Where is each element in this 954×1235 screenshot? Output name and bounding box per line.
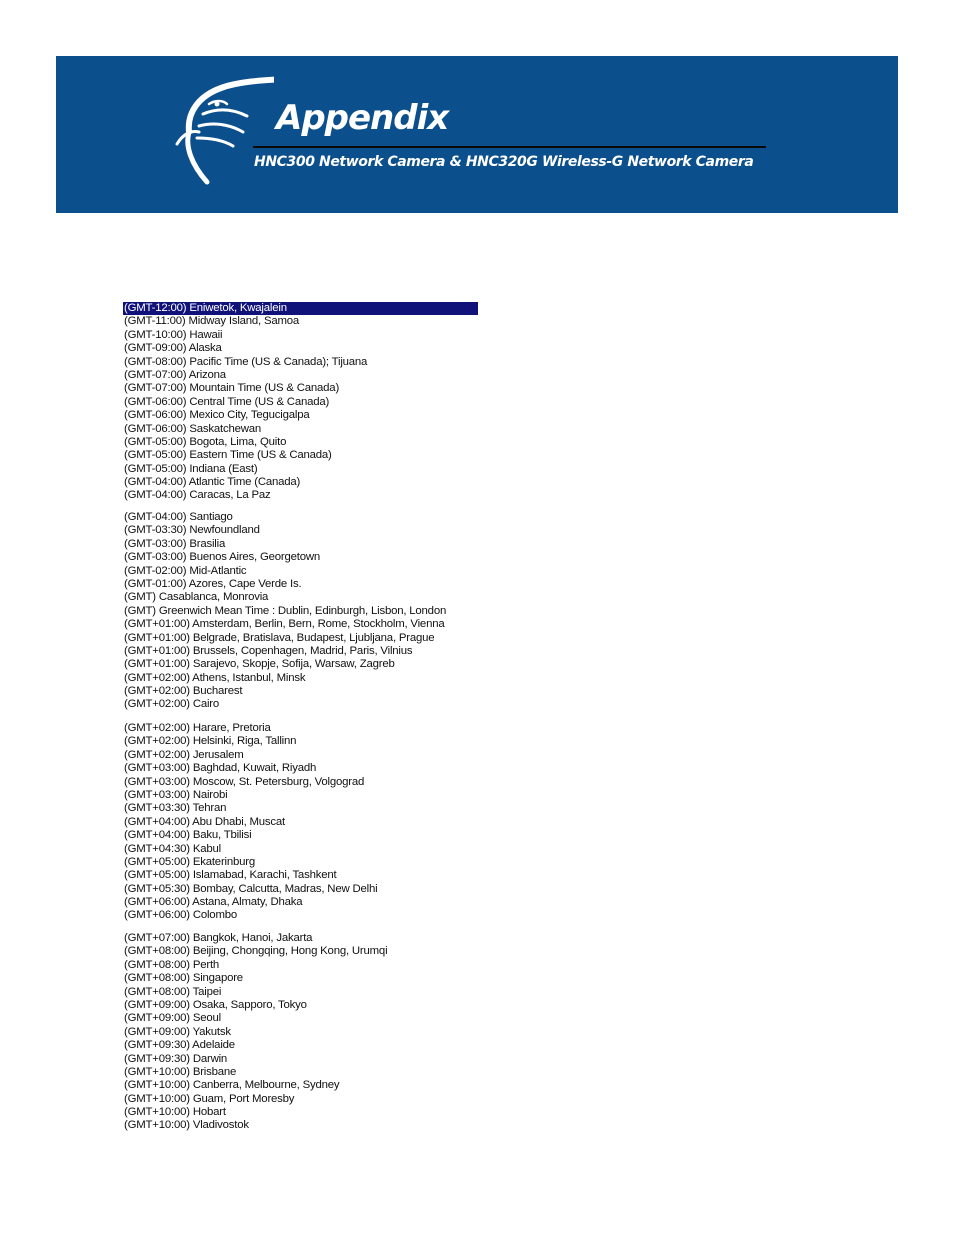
timezone-option[interactable]: (GMT+09:30) Adelaide: [124, 1039, 235, 1052]
timezone-option[interactable]: (GMT-03:30) Newfoundland: [124, 524, 260, 537]
timezone-option[interactable]: (GMT+08:00) Perth: [124, 958, 220, 971]
timezone-option[interactable]: (GMT-04:00) Santiago: [124, 511, 233, 523]
timezone-option[interactable]: (GMT) Casablanca, Monrovia: [124, 591, 269, 604]
timezone-group: [123, 511, 483, 712]
timezone-option[interactable]: (GMT-04:00) Caracas, La Paz: [124, 489, 271, 502]
timezone-option[interactable]: (GMT-01:00) Azores, Cape Verde Is.: [124, 577, 302, 590]
timezone-group: [123, 932, 483, 1133]
timezone-group: [123, 302, 483, 503]
timezone-option[interactable]: (GMT+01:00) Sarajevo, Skopje, Sofija, Warsaw, Zagreb: [124, 658, 395, 671]
timezone-option[interactable]: (GMT+09:00) Yakutsk: [124, 1025, 231, 1038]
timezone-option[interactable]: (GMT+10:00) Guam, Port Moresby: [124, 1092, 295, 1105]
timezone-option[interactable]: (GMT+02:00) Cairo: [124, 698, 220, 711]
timezone-option[interactable]: (GMT+05:30) Bombay, Calcutta, Madras, New Delhi: [124, 882, 378, 895]
timezone-option-selected[interactable]: (GMT-12:00) Eniwetok, Kwajalein: [123, 302, 478, 315]
timezone-option[interactable]: (GMT-09:00) Alaska: [124, 342, 222, 355]
timezone-option[interactable]: (GMT-05:00) Bogota, Lima, Quito: [124, 435, 287, 448]
timezone-option[interactable]: (GMT+01:00) Belgrade, Bratislava, Budapest, Ljubljana, Prague: [124, 631, 435, 644]
timezone-option[interactable]: (GMT+06:00) Colombo: [124, 909, 237, 922]
timezone-option[interactable]: (GMT+03:00) Nairobi: [124, 788, 228, 801]
timezone-option[interactable]: (GMT+04:30) Kabul: [124, 842, 221, 855]
timezone-option[interactable]: (GMT-03:00) Buenos Aires, Georgetown: [124, 551, 321, 564]
timezone-option[interactable]: (GMT+09:00) Seoul: [124, 1012, 221, 1025]
timezone-group: [123, 722, 483, 923]
timezone-option[interactable]: (GMT-05:00) Indiana (East): [124, 462, 258, 475]
appendix-title: Appendix: [276, 98, 449, 138]
eagle-head-logo-icon: [169, 74, 274, 189]
timezone-option[interactable]: (GMT+10:00) Brisbane: [124, 1065, 237, 1078]
timezone-option[interactable]: (GMT+08:00) Singapore: [124, 972, 243, 985]
timezone-option[interactable]: (GMT+03:00) Baghdad, Kuwait, Riyadh: [124, 762, 317, 775]
timezone-option[interactable]: (GMT-03:00) Brasilia: [124, 537, 226, 550]
timezone-option[interactable]: (GMT+03:30) Tehran: [124, 802, 227, 815]
timezone-option[interactable]: (GMT+10:00) Vladivostok: [124, 1119, 249, 1132]
timezone-option[interactable]: (GMT+03:00) Moscow, St. Petersburg, Volgograd: [124, 775, 365, 788]
timezone-option[interactable]: (GMT-05:00) Eastern Time (US & Canada): [124, 449, 332, 462]
timezone-option[interactable]: (GMT+09:00) Osaka, Sapporo, Tokyo: [124, 998, 307, 1011]
timezone-option[interactable]: (GMT+08:00) Beijing, Chongqing, Hong Kong, Urumqi: [124, 945, 388, 958]
timezone-option[interactable]: (GMT-02:00) Mid-Atlantic: [124, 564, 247, 577]
timezone-option[interactable]: (GMT-06:00) Saskatchewan: [124, 422, 262, 435]
timezone-option[interactable]: (GMT+01:00) Amsterdam, Berlin, Bern, Rome, Stockholm, Vienna: [124, 618, 445, 631]
timezone-option[interactable]: (GMT+02:00) Helsinki, Riga, Tallinn: [124, 735, 297, 748]
timezone-option[interactable]: (GMT+08:00) Taipei: [124, 985, 222, 998]
timezone-option[interactable]: (GMT+04:00) Baku, Tbilisi: [124, 829, 252, 842]
title-divider: [253, 146, 766, 148]
timezone-option[interactable]: (GMT+02:00) Harare, Pretoria: [124, 722, 271, 734]
timezone-option[interactable]: (GMT+02:00) Bucharest: [124, 685, 243, 698]
timezone-option[interactable]: (GMT-07:00) Mountain Time (US & Canada): [124, 382, 340, 395]
product-subtitle: HNC300 Network Camera & HNC320G Wireless-G Network Camera: [254, 154, 754, 170]
timezone-option[interactable]: (GMT-04:00) Atlantic Time (Canada): [124, 476, 301, 489]
timezone-option[interactable]: (GMT+10:00) Canberra, Melbourne, Sydney: [124, 1079, 340, 1092]
timezone-option[interactable]: (GMT+10:00) Hobart: [124, 1106, 226, 1119]
timezone-option[interactable]: (GMT-06:00) Central Time (US & Canada): [124, 395, 330, 408]
timezone-option[interactable]: (GMT+06:00) Astana, Almaty, Dhaka: [124, 896, 303, 909]
timezone-option[interactable]: (GMT-06:00) Mexico City, Tegucigalpa: [124, 409, 310, 422]
timezone-option[interactable]: (GMT-08:00) Pacific Time (US & Canada); Tijuana: [124, 355, 368, 368]
timezone-option[interactable]: (GMT+02:00) Athens, Istanbul, Minsk: [124, 671, 306, 684]
timezone-option[interactable]: (GMT+09:30) Darwin: [124, 1052, 228, 1065]
timezone-option[interactable]: (GMT) Greenwich Mean Time : Dublin, Edinburgh, Lisbon, London: [124, 604, 447, 617]
timezone-option[interactable]: (GMT+05:00) Ekaterinburg: [124, 855, 255, 868]
timezone-option[interactable]: (GMT+07:00) Bangkok, Hanoi, Jakarta: [124, 932, 313, 944]
timezone-option[interactable]: (GMT+04:00) Abu Dhabi, Muscat: [124, 815, 286, 828]
timezone-option[interactable]: (GMT-10:00) Hawaii: [124, 328, 223, 341]
timezone-option[interactable]: (GMT-07:00) Arizona: [124, 368, 226, 381]
appendix-banner: [56, 56, 898, 213]
timezone-option[interactable]: (GMT-11:00) Midway Island, Samoa: [124, 315, 300, 328]
timezone-option[interactable]: (GMT+01:00) Brussels, Copenhagen, Madrid, Paris, Vilnius: [124, 644, 413, 657]
timezone-option[interactable]: (GMT+05:00) Islamabad, Karachi, Tashkent: [124, 869, 337, 882]
timezone-option[interactable]: (GMT+02:00) Jerusalem: [124, 748, 244, 761]
